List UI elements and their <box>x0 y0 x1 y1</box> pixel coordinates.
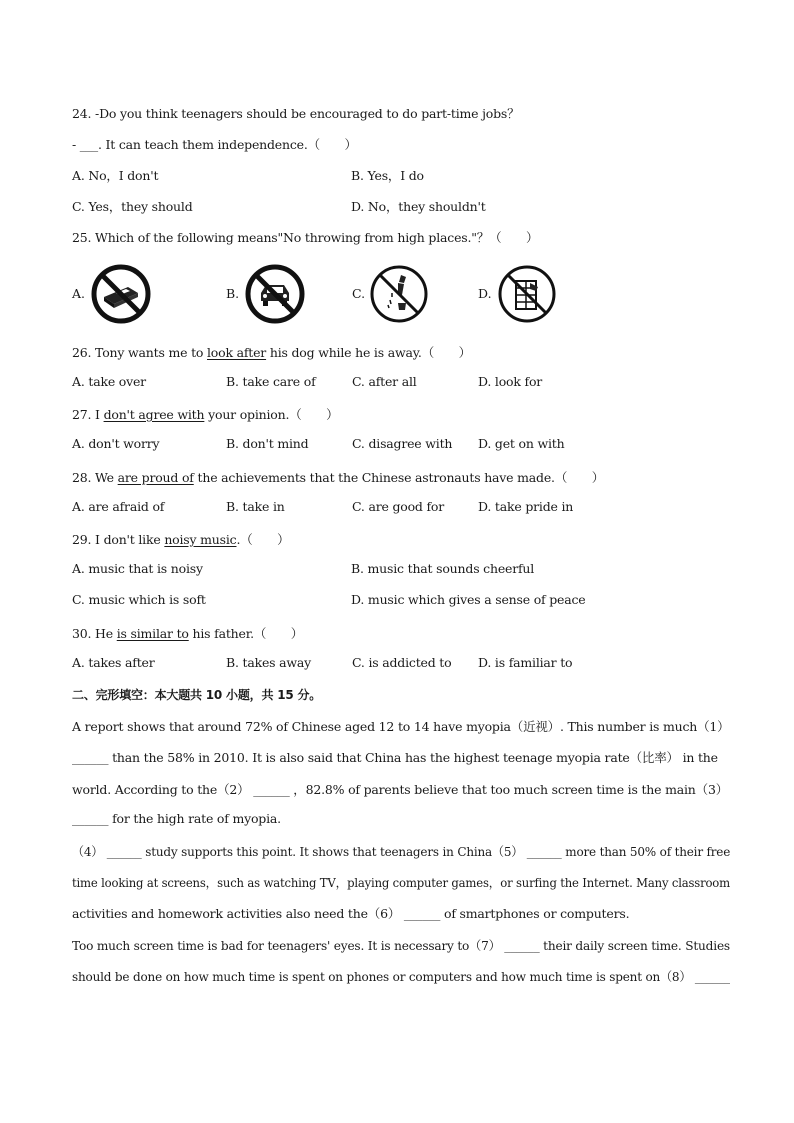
passage-line-5: （4） ______ study supports this point. It shows that teenagers in China（5） ______ more than 50% of their free <box>72 844 731 859</box>
q29-stem-pre: 29. I don't like <box>72 532 165 547</box>
q28-option-b[interactable]: B. take in <box>226 499 285 514</box>
q28-underlined-phrase: are proud of <box>117 470 194 485</box>
q30-option-b[interactable]: B. takes away <box>226 655 312 670</box>
q30-underlined-phrase: is similar to <box>116 626 189 641</box>
no-car-icon[interactable] <box>244 263 306 325</box>
q29-option-a[interactable]: A. music that is noisy <box>72 561 203 576</box>
q28-option-a[interactable]: A. are afraid of <box>72 499 165 514</box>
q24-reply: - ___. It can teach them independence.（ ） <box>72 137 357 152</box>
q27-stem <box>72 405 338 423</box>
section2-heading: 二、完形填空：本大题共 10 小题，共 15 分。 <box>72 688 322 702</box>
q29-underlined-phrase: noisy music <box>164 532 237 547</box>
q25-label-c: C. <box>352 286 366 301</box>
no-throwing-from-high-places-icon[interactable] <box>496 263 558 325</box>
q26-option-c[interactable]: C. after all <box>352 374 417 389</box>
q27-option-b[interactable]: B. don't mind <box>226 436 309 451</box>
q26-option-b[interactable]: B. take care of <box>226 374 316 389</box>
passage-line-8: Too much screen time is bad for teenagers' eyes. It is necessary to（7） ______ their daily screen time. Studies <box>72 938 730 953</box>
q28-option-c[interactable]: C. are good for <box>352 499 445 514</box>
q27-option-d[interactable]: D. get on with <box>478 436 565 451</box>
q26-stem-post: his dog while he is away.（ ） <box>266 345 471 360</box>
q29-stem-post: .（ ） <box>236 532 290 547</box>
passage-line-9: should be done on how much time is spent on phones or computers and how much time is spent on（8） ______ <box>72 969 730 984</box>
q24-option-a[interactable]: A. No，I don't <box>72 168 159 183</box>
q26-stem-pre: 26. Tony wants me to <box>72 345 207 360</box>
q24-option-b[interactable]: B. Yes，I do <box>351 168 424 183</box>
q28-option-d[interactable]: D. take pride in <box>478 499 574 514</box>
passage-line-6: time looking at screens，such as watching TV，playing computer games，or surfing the Internet. Many classroom <box>72 875 731 890</box>
q28-stem-pre: 28. We <box>72 470 118 485</box>
q25-label-a: A. <box>72 286 86 301</box>
no-littering-icon[interactable] <box>368 263 430 325</box>
passage-line-3: world. According to the（2） ______ ，82.8% of parents believe that too much screen time is the main（3） <box>72 782 729 797</box>
q25-stem: 25. Which of the following means"No throwing from high places."？（ ） <box>72 230 539 245</box>
q29-option-d[interactable]: D. music which gives a sense of peace <box>351 592 586 607</box>
q24-option-c[interactable]: C. Yes，they should <box>72 199 193 214</box>
q24-stem: 24. -Do you think teenagers should be encouraged to do part-time jobs？ <box>72 106 520 121</box>
passage-line-2: ______ than the 58% in 2010. It is also said that China has the highest teenage myopia rate（比率） in the <box>72 750 718 765</box>
q29-option-c[interactable]: C. music which is soft <box>72 592 206 607</box>
q30-stem-pre: 30. He <box>72 626 117 641</box>
q27-underlined-phrase: don't agree with <box>103 407 205 422</box>
q30-option-d[interactable]: D. is familiar to <box>478 655 573 670</box>
q27-option-c[interactable]: C. disagree with <box>352 436 453 451</box>
q27-stem-pre: 27. I <box>72 407 104 422</box>
no-box-icon[interactable] <box>90 263 152 325</box>
q26-option-d[interactable]: D. look for <box>478 374 543 389</box>
passage-line-4: ______ for the high rate of myopia. <box>72 811 281 826</box>
q30-stem-post: his father.（ ） <box>188 626 304 641</box>
q26-underlined-phrase: look after <box>207 345 267 360</box>
q29-option-b[interactable]: B. music that sounds cheerful <box>351 561 535 576</box>
q30-stem <box>72 624 303 642</box>
q26-stem <box>72 343 471 361</box>
passage-line-1: A report shows that around 72% of Chinese aged 12 to 14 have myopia（近视）. This number is much（1） <box>72 719 730 734</box>
q27-stem-post: your opinion.（ ） <box>204 407 339 422</box>
q24-option-d[interactable]: D. No，they shouldn't <box>351 199 486 214</box>
q29-stem <box>72 530 289 548</box>
passage-line-7: activities and homework activities also need the（6） ______ of smartphones or computers. <box>72 906 630 921</box>
q26-option-a[interactable]: A. take over <box>72 374 146 389</box>
q28-stem-post: the achievements that the Chinese astronauts have made.（ ） <box>193 470 605 485</box>
q30-option-c[interactable]: C. is addicted to <box>352 655 452 670</box>
q25-label-b: B. <box>226 286 240 301</box>
q28-stem <box>72 468 604 486</box>
q27-option-a[interactable]: A. don't worry <box>72 436 160 451</box>
q30-option-a[interactable]: A. takes after <box>72 655 155 670</box>
q25-label-d: D. <box>478 286 492 301</box>
